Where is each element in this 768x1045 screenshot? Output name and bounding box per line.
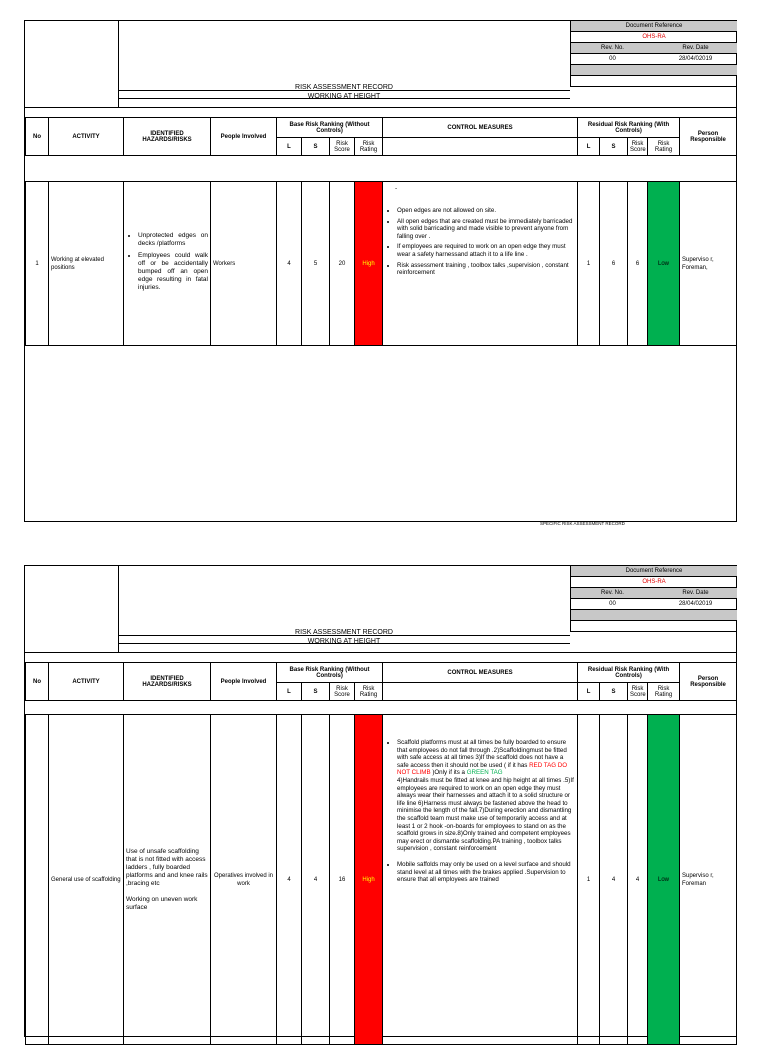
page-1 (24, 20, 737, 522)
green-tag-text: GREEN TAG (466, 769, 503, 777)
risk-table-header (25, 662, 737, 701)
col-residual-risk: Residual Risk Ranking (With Controls) (578, 663, 680, 683)
res-l: 1 (578, 182, 600, 346)
doc-ref-header: Document Reference (625, 23, 683, 29)
col-res-s: S (600, 683, 628, 701)
person-responsible: Superviso r, Foreman, (680, 182, 737, 346)
rev-no: 00 (609, 601, 616, 607)
col-base-s: S (302, 138, 330, 156)
col-base-score: Risk Score (330, 138, 355, 156)
col-res-rating: Risk Rating (648, 138, 680, 156)
control-item: • All open edges that are created must be immediately barricaded with solid barricading and made visible to prevent anyone from falling over . (397, 218, 575, 241)
rev-no-label: Rev. No. (601, 45, 624, 51)
col-person: Person Responsible (680, 118, 737, 156)
col-base-s: S (302, 683, 330, 701)
dash-text: - (395, 185, 398, 192)
res-score: 4 (628, 715, 648, 1045)
row-number (26, 715, 49, 1045)
person-responsible: Superviso r, Foreman (680, 715, 737, 1045)
row-number: 1 (26, 182, 49, 346)
page-header (25, 21, 736, 108)
record-subtitle: WORKING AT HEIGHT (307, 638, 381, 645)
res-rating-badge: Low (648, 715, 680, 1045)
col-res-s: S (600, 138, 628, 156)
base-rating-badge: High (355, 182, 383, 346)
col-base-l: L (277, 683, 302, 701)
record-title: RISK ASSESSMENT RECORD (295, 629, 393, 636)
risk-row-2 (25, 714, 737, 1045)
hazards-cell (124, 182, 211, 346)
col-no: No (26, 663, 49, 701)
red-tag-text: RED TAG DO NOT CLIMB (397, 761, 568, 777)
col-base-rating: Risk Rating (355, 683, 383, 701)
res-l: 1 (578, 715, 600, 1045)
doc-code: OHS-RA (642, 34, 666, 40)
base-l: 4 (277, 182, 302, 346)
base-score: 16 (330, 715, 355, 1045)
document-reference (570, 21, 737, 87)
activity: Working at elevated positions (49, 182, 124, 346)
rev-date: 28/04/02019 (678, 56, 713, 62)
page-2 (24, 565, 737, 1037)
hazard-item: Use of unsafe scaffolding that is not fitted with access ladders , fully boarded platforms and and knee rails ,bracing etc (126, 847, 208, 887)
people-involved: Workers (211, 182, 277, 346)
col-base-risk: Base Risk Ranking (Without Controls) (277, 663, 383, 683)
res-score: 6 (628, 182, 648, 346)
base-s: 4 (302, 715, 330, 1045)
risk-table-header (25, 117, 737, 156)
control-item: • If employees are required to work on an open edge they must wear a safety harnessand attach it to a life line . (397, 243, 575, 258)
risk-row-1 (25, 181, 737, 346)
control-item: • Mobile saffolds may only be used on a level surface and should stand level at all times with the brakes applied .Supervision to ensure that all employees are trained (397, 861, 575, 884)
col-control: CONTROL MEASURES (383, 663, 578, 683)
controls-cell (383, 715, 578, 1045)
col-hazards: IDENTIFIED HAZARDS/RISKS (124, 118, 211, 156)
hazard-item: Working on uneven work surface (126, 895, 198, 911)
control-item: • Risk assessment training , toolbox talks ,supervision , constant reinforcement (397, 262, 575, 277)
hazard-item: • Unprotected edges on decks /platforms (138, 232, 208, 248)
doc-code: OHS-RA (642, 579, 666, 585)
hazards-cell (124, 715, 211, 1045)
rev-date-label: Rev. Date (682, 590, 709, 596)
rev-date-label: Rev. Date (682, 45, 709, 51)
logo-cell (25, 566, 119, 652)
col-activity: ACTIVITY (49, 663, 124, 701)
rev-no: 00 (609, 56, 616, 62)
controls-cell (383, 182, 578, 346)
record-subtitle: WORKING AT HEIGHT (307, 93, 381, 100)
col-base-risk: Base Risk Ranking (Without Controls) (277, 118, 383, 138)
col-res-l: L (578, 138, 600, 156)
col-hazards: IDENTIFIED HAZARDS/RISKS (124, 663, 211, 701)
col-control: CONTROL MEASURES (383, 118, 578, 138)
col-no: No (26, 118, 49, 156)
col-base-l: L (277, 138, 302, 156)
control-item: • Open edges are not allowed on site. (397, 207, 575, 215)
doc-ref-header: Document Reference (625, 568, 683, 574)
logo-cell (25, 21, 119, 107)
base-l: 4 (277, 715, 302, 1045)
col-res-l: L (578, 683, 600, 701)
col-base-score: Risk Score (330, 683, 355, 701)
hazard-item: • Employees could walk off or be accidentally bumped off an open edge resulting in fatal injuries. (138, 252, 208, 292)
base-score: 20 (330, 182, 355, 346)
activity: General use of scaffolding (49, 715, 124, 1045)
base-s: 5 (302, 182, 330, 346)
col-res-score: Risk Score (628, 138, 648, 156)
res-rating-badge: Low (648, 182, 680, 346)
col-base-rating: Risk Rating (355, 138, 383, 156)
col-person: Person Responsible (680, 663, 737, 701)
col-people: People Involved (211, 118, 277, 156)
people-involved: Operatives involved in work (211, 715, 277, 1045)
col-people: People Involved (211, 663, 277, 701)
document-reference (570, 566, 737, 632)
col-res-score: Risk Score (628, 683, 648, 701)
col-activity: ACTIVITY (49, 118, 124, 156)
record-title: RISK ASSESSMENT RECORD (295, 84, 393, 91)
col-res-rating: Risk Rating (648, 683, 680, 701)
control-item: • Scaffold platforms must at all times be fully boarded to ensure that employees do not fall through .2)Scaffoldingmust be fitted with safe access at all times 3)If the scaffold does not have a safe access then it should not be used ( if it has RED TAG DO NOT CLIMB )Only if its a GREEN TAG 4)Handrails must be fitted at knee and hip height at all times .5)If employees are required to work on an open edge they must always wear their harnesses and attach it to a solid structure or life line 6)Harness must always be fastened above the head to minimise the length of the fall.7)During erection and dismantling the scaffold team must make use of temporarily access and at least 1 or 2 hook -on-boards for employees to stand on as the scaffold grows in size.8)Only trained and competent employees may erect or dismantle scaffolding.PA training , toolbox talks supervision , constant reinforcement (397, 739, 575, 853)
base-rating-badge: High (355, 715, 383, 1045)
page-footer: SPECIFIC RISK ASSESSMENT RECORD (540, 521, 625, 526)
page-header (25, 566, 736, 653)
col-residual-risk: Residual Risk Ranking (With Controls) (578, 118, 680, 138)
res-s: 6 (600, 182, 628, 346)
res-s: 4 (600, 715, 628, 1045)
rev-date: 28/04/02019 (678, 601, 713, 607)
rev-no-label: Rev. No. (601, 590, 624, 596)
